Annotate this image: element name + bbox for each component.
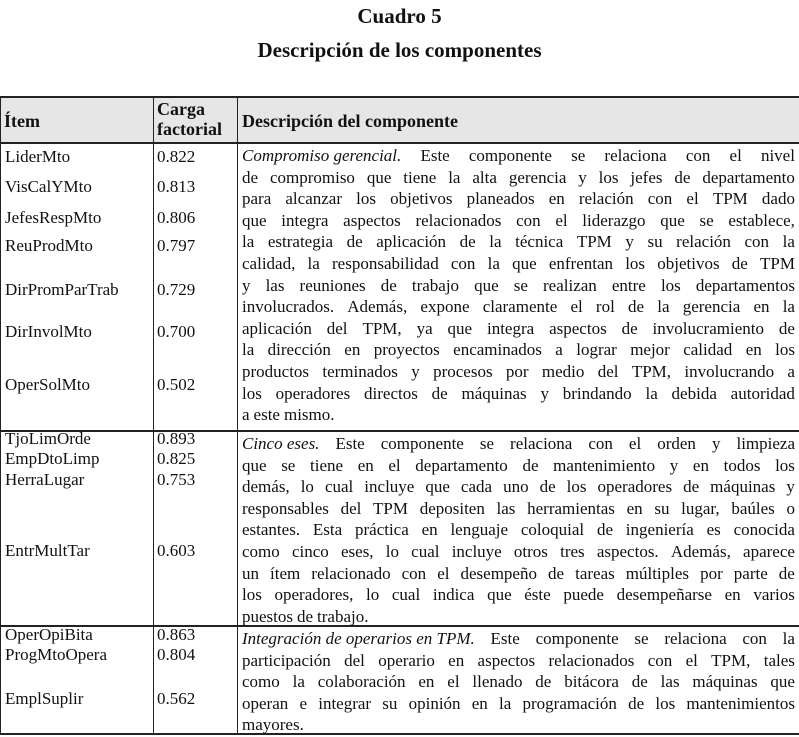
table-header <box>0 98 799 142</box>
item-name: EmpDtoLimp <box>5 449 100 468</box>
factor-loading: 0.562 <box>157 689 196 708</box>
factor-loading: 0.822 <box>157 147 196 166</box>
description-line: Cinco eses. Este componente se relaciona con el orden y limpieza <box>242 434 795 453</box>
description-line: un ítem relacionado con el desempeño de tareas múltiples por parte de <box>242 563 795 583</box>
header-carga: Carga <box>157 99 205 119</box>
component-description <box>242 145 795 426</box>
header-factorial: factorial <box>157 119 222 139</box>
item-name: ProgMtoOpera <box>5 645 107 664</box>
factor-loading: 0.797 <box>157 236 196 255</box>
factor-loading: 0.804 <box>157 645 196 664</box>
description-line: los operadores, lo cual indica que éste puede desempeñarse en varios <box>242 585 795 605</box>
column-divider <box>0 97 1 734</box>
factor-loading: 0.753 <box>157 470 196 489</box>
item-name: TjoLimOrde <box>5 429 91 448</box>
item-name: DirPromParTrab <box>5 280 119 299</box>
item-name: LiderMto <box>5 147 71 166</box>
description-line: responsables del TPM depositen las herramientas en su lugar, baúles o <box>242 498 795 518</box>
description-line: puestos de trabajo. <box>242 606 369 626</box>
description-line: operan e integrar su opinión en la programación de los mantenimientos <box>242 693 795 713</box>
rule <box>0 142 799 144</box>
column-divider <box>153 97 154 734</box>
description-line: que se tiene en el departamento de mantenimiento y en todos los <box>242 455 795 475</box>
description-line: Compromiso gerencial. Este componente se relaciona con el nivel <box>242 146 795 165</box>
component-description <box>242 628 795 736</box>
factor-loading: 0.813 <box>157 177 196 196</box>
description-line: y las reuniones de trabajo que se realizan entre los departamentos <box>242 275 795 295</box>
item-name: OperSolMto <box>5 375 90 394</box>
item-name: DirInvolMto <box>5 322 92 341</box>
description-line: que integra aspectos relacionados con el liderazgo que se establece, <box>242 210 795 230</box>
header-item: Ítem <box>4 111 40 131</box>
rule <box>0 430 799 432</box>
factor-loading: 0.825 <box>157 449 196 468</box>
factor-loading: 0.502 <box>157 375 196 394</box>
rule <box>0 96 799 98</box>
item-name: EntrMultTar <box>5 541 90 560</box>
description-line: como la colaboración en el llenado de bitácora de las máquinas que <box>242 672 795 692</box>
description-line: estantes. Esta práctica en lenguaje coloquial de ingeniería es conocida <box>242 520 795 540</box>
description-line: involucrados. Además, expone claramente el rol de la gerencia en la <box>242 297 795 317</box>
factor-loading: 0.863 <box>157 625 196 644</box>
description-line: la estrategia de aplicación de la técnica TPM y su relación con la <box>242 232 795 252</box>
item-name: OperOpiBita <box>5 625 93 644</box>
description-line: productos terminados y procesos por medio del TPM, involucrando a <box>242 361 795 381</box>
description-line: calidad, la responsabilidad con la que enfrentan los objetivos de TPM <box>242 253 795 273</box>
description-line: participación del operario en aspectos relacionados con el TPM, tales <box>242 650 795 670</box>
factor-loading: 0.893 <box>157 429 196 448</box>
factor-loading: 0.806 <box>157 208 196 227</box>
description-line: demás, lo cual incluye que cada uno de los operadores de máquinas y <box>242 477 795 497</box>
column-divider <box>237 97 238 734</box>
item-name: VisCalYMto <box>5 177 92 196</box>
item-name: ReuProdMto <box>5 236 93 255</box>
description-line: a este mismo. <box>242 405 335 425</box>
description-line: los operadores directos de máquinas y brindando la debida autoridad <box>242 383 795 403</box>
factor-loading: 0.603 <box>157 541 196 560</box>
description-line: Integración de operarios en TPM. Este componente se relaciona con la <box>242 629 795 648</box>
table-title: Descripción de los componentes <box>257 38 542 62</box>
header-description: Descripción del componente <box>242 111 458 131</box>
description-line: aplicación del TPM, ya que integra aspectos de involucramiento de <box>242 318 795 338</box>
description-line: para alcanzar los objetivos planeados en relación con el TPM dado <box>242 189 795 209</box>
factor-loading: 0.700 <box>157 322 196 341</box>
item-name: HerraLugar <box>5 470 85 489</box>
item-name: EmplSuplir <box>5 689 84 708</box>
factor-loading: 0.729 <box>157 280 196 299</box>
description-line: como cinco eses, lo cual incluye otros tres aspectos. Además, aparece <box>242 541 795 561</box>
component-description <box>242 433 795 627</box>
description-line: de compromiso que tiene la alta gerencia y los jefes de departamento <box>242 167 795 187</box>
table-number: Cuadro 5 <box>357 4 442 28</box>
description-line: la dirección en proyectos encaminados a lograr mejor calidad en los <box>242 340 795 360</box>
description-line: mayores. <box>242 715 304 735</box>
item-name: JefesRespMto <box>5 208 102 227</box>
